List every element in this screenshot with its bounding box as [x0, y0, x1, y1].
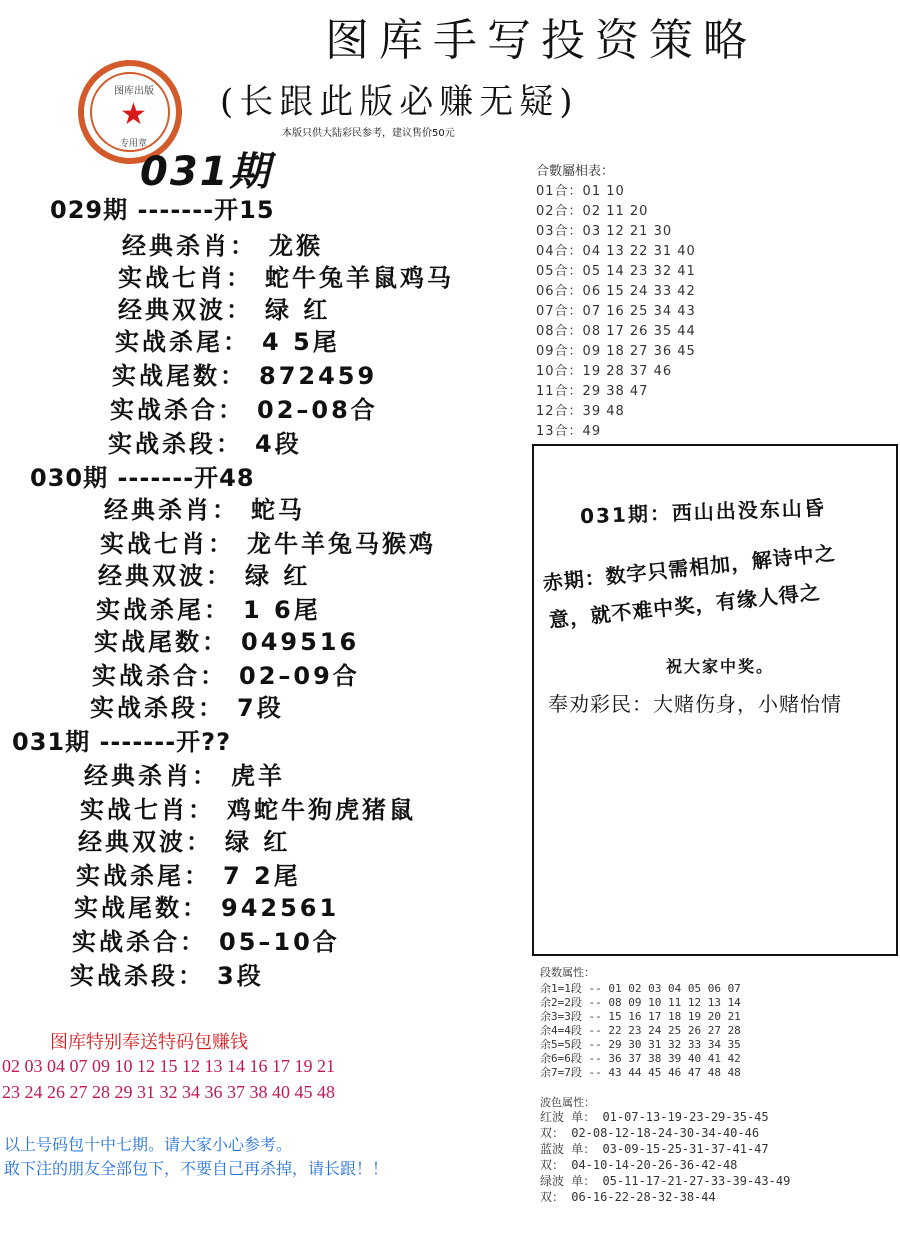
wave-row: 双： 04-10-14-20-26-36-42-48	[540, 1158, 738, 1172]
row-label: 经典杀肖：	[122, 232, 257, 260]
segment-row: 余1=1段 -- 01 02 03 04 05 06 07	[540, 982, 741, 995]
he-table-row: 13合：49	[536, 424, 602, 439]
period-row	[110, 390, 378, 425]
row-value: 蛇马	[251, 496, 305, 524]
row-label: 经典双波：	[98, 562, 233, 590]
wave-row: 双： 02-08-12-18-24-30-34-40-46	[540, 1126, 760, 1140]
he-table-row: 06合：06 15 24 33 42	[536, 284, 696, 299]
row-value: 绿 红	[225, 828, 291, 856]
row-label: 实战尾数：	[74, 894, 209, 922]
row-value: 龙牛羊兔马猴鸡	[247, 530, 436, 558]
row-label: 经典双波：	[78, 828, 213, 856]
segment-row: 余2=2段 -- 08 09 10 11 12 13 14	[540, 996, 741, 1009]
issue-number: 031期	[140, 149, 272, 195]
period-heading: 031期 -------开??	[12, 728, 232, 756]
period-row	[108, 424, 302, 459]
he-table-row: 10合：19 28 37 46	[536, 364, 673, 379]
good-luck-wish: 祝大家中奖。	[666, 657, 775, 676]
period-row	[90, 688, 284, 723]
wave-row: 绿波 单： 05-11-17-21-27-33-39-43-49	[540, 1174, 791, 1188]
row-value: 蛇牛兔羊鼠鸡马	[265, 264, 454, 292]
row-label: 经典杀肖：	[104, 496, 239, 524]
he-table-row: 05合：05 14 23 32 41	[536, 264, 696, 279]
row-value: 4段	[255, 430, 302, 458]
segment-row: 余3=3段 -- 15 16 17 18 19 20 21	[540, 1010, 741, 1023]
row-value: 02–09合	[239, 662, 360, 690]
row-value: 4 5尾	[262, 328, 340, 356]
special-title: 图库特别奉送特码包赚钱	[50, 1032, 248, 1053]
page-subtitle: (长跟此版必赚无疑)	[220, 82, 579, 122]
row-value: 049516	[241, 628, 360, 656]
row-label: 经典双波：	[118, 296, 253, 324]
row-label: 实战七肖：	[100, 530, 235, 558]
row-value: 7段	[237, 694, 284, 722]
period-row	[115, 322, 340, 357]
row-label: 实战杀段：	[108, 430, 243, 458]
poem-line-2: 赤期：数字只需相加，解诗中之	[541, 540, 837, 596]
row-label: 实战杀尾：	[76, 862, 211, 890]
period-row	[92, 656, 360, 691]
row-value: 05–10合	[219, 928, 340, 956]
period-row	[70, 956, 264, 991]
price-note: 本版只供大陆彩民参考，建议售价50元	[282, 128, 455, 139]
he-table-row: 01合：01 10	[536, 184, 625, 199]
he-table-row: 11合：29 38 47	[536, 384, 649, 399]
he-table-row: 09合：09 18 27 36 45	[536, 344, 696, 359]
row-label: 经典杀肖：	[84, 762, 219, 790]
segment-row: 余5=5段 -- 29 30 31 32 33 34 35	[540, 1038, 741, 1051]
period-row	[74, 888, 339, 923]
period-row	[100, 524, 436, 559]
segment-row: 余4=4段 -- 22 23 24 25 26 27 28	[540, 1024, 741, 1037]
row-label: 实战杀段：	[90, 694, 225, 722]
period-row	[80, 790, 416, 825]
special-numbers-line-1: 02 03 04 07 09 10 12 15 12 13 14 16 17 19 21	[2, 1056, 335, 1076]
period-row	[84, 756, 285, 791]
row-value: 872459	[259, 362, 378, 390]
row-value: 3段	[217, 962, 264, 990]
period-row	[96, 590, 321, 625]
period-row	[94, 622, 359, 657]
he-table-row: 02合：02 11 20	[536, 204, 649, 219]
red-star-icon: ★	[120, 97, 147, 132]
row-value: 虎羊	[231, 762, 285, 790]
page-title: 图库手写投资策略	[325, 15, 757, 66]
segment-row: 余6=6段 -- 36 37 38 39 40 41 42	[540, 1052, 741, 1065]
stamp-top-text: 图库出版	[114, 86, 154, 97]
row-label: 实战七肖：	[80, 796, 215, 824]
period-row	[78, 822, 290, 857]
row-label: 实战杀段：	[70, 962, 205, 990]
wave-row: 双： 06-16-22-28-32-38-44	[540, 1190, 716, 1204]
segment-row: 余7=7段 -- 43 44 45 46 47 48 48	[540, 1066, 741, 1079]
row-label: 实战杀尾：	[96, 596, 231, 624]
period-heading: 029期 -------开15	[50, 196, 275, 224]
special-numbers-line-2: 23 24 26 27 28 29 31 32 34 36 37 38 40 45 48	[2, 1082, 335, 1102]
period-row	[112, 356, 377, 391]
row-label: 实战尾数：	[94, 628, 229, 656]
period-row	[118, 290, 330, 325]
row-value: 龙猴	[269, 232, 323, 260]
row-value: 绿 红	[265, 296, 331, 324]
he-table-row: 04合：04 13 22 31 40	[536, 244, 696, 259]
row-value: 02–08合	[257, 396, 378, 424]
period-heading: 030期 -------开48	[30, 464, 255, 492]
he-table-row: 07合：07 16 25 34 43	[536, 304, 696, 319]
row-label: 实战杀尾：	[115, 328, 250, 356]
poem-line-1: 031期：西山出没东山昏	[579, 495, 827, 529]
poem-line-3: 意，就不难中奖，有缘人得之	[547, 579, 822, 633]
period-row	[122, 226, 323, 261]
segment-title: 段数属性：	[540, 966, 595, 979]
row-value: 1 6尾	[243, 596, 321, 624]
row-value: 7 2尾	[223, 862, 301, 890]
row-label: 实战杀合：	[72, 928, 207, 956]
special-note-2: 敢下注的朋友全部包下，不要自己再杀掉，请长跟！！	[4, 1159, 389, 1178]
row-label: 实战尾数：	[112, 362, 247, 390]
period-row	[76, 856, 301, 891]
stamp-bottom-text: 专用章	[120, 139, 148, 149]
row-value: 鸡蛇牛狗虎猪鼠	[227, 796, 416, 824]
row-value: 942561	[221, 894, 340, 922]
advice-text: 奉劝彩民：大赌伤身，小赌怡情	[548, 692, 842, 716]
row-value: 绿 红	[245, 562, 311, 590]
he-table-title: 合數屬相表：	[536, 164, 615, 179]
special-note-1: 以上号码包十中七期。请大家小心参考。	[4, 1135, 293, 1154]
row-label: 实战七肖：	[118, 264, 253, 292]
he-table-row: 12合：39 48	[536, 404, 625, 419]
wave-title: 波色属性：	[540, 1096, 595, 1109]
he-table-row: 08合：08 17 26 35 44	[536, 324, 696, 339]
period-row	[72, 922, 340, 957]
period-row	[118, 258, 454, 293]
he-table-row: 03合：03 12 21 30	[536, 224, 673, 239]
period-row	[104, 490, 305, 525]
row-label: 实战杀合：	[92, 662, 227, 690]
wave-row: 红波 单： 01-07-13-19-23-29-35-45	[540, 1110, 769, 1124]
row-label: 实战杀合：	[110, 396, 245, 424]
period-row	[98, 556, 310, 591]
wave-row: 蓝波 单： 03-09-15-25-31-37-41-47	[540, 1142, 769, 1156]
